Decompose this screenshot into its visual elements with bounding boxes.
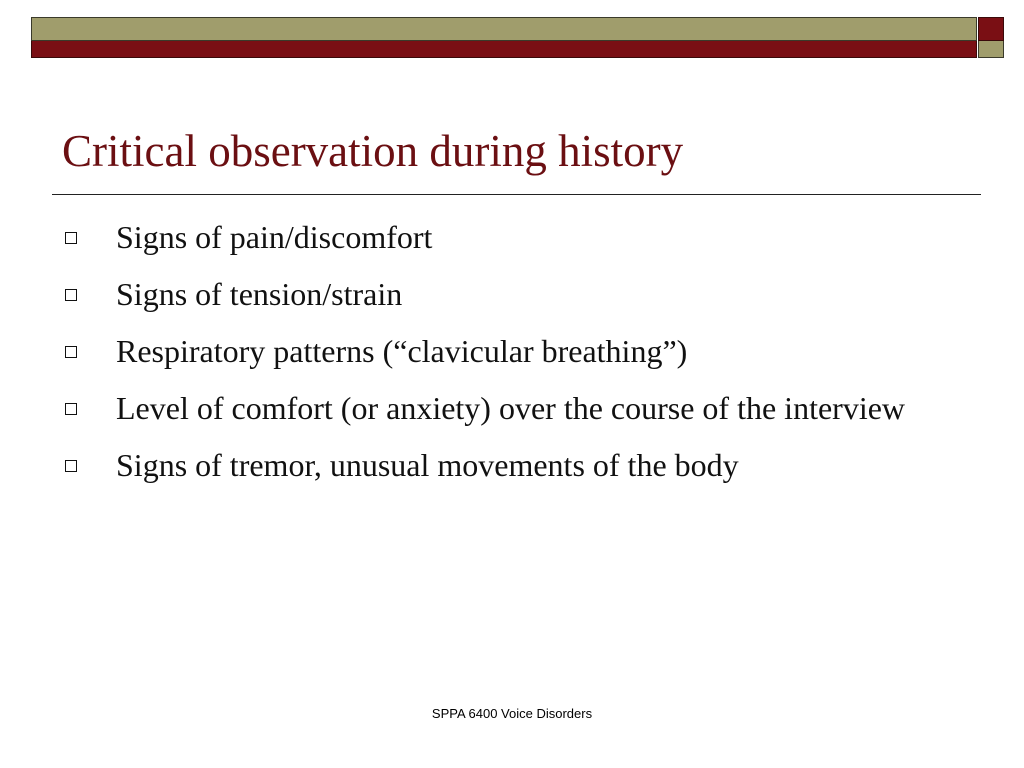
- bullet-text: Respiratory patterns (“clavicular breathing”): [116, 333, 688, 369]
- bullet-item: [64, 328, 964, 374]
- bullet-item: [64, 214, 964, 260]
- header-bar-olive: [31, 17, 977, 41]
- bullet-item: [64, 271, 964, 317]
- slide-title: Critical observation during history: [62, 126, 684, 176]
- hollow-square-bullet-icon: [65, 403, 77, 415]
- bullet-text: Level of comfort (or anxiety) over the course of the interview: [116, 390, 906, 426]
- slide-footer: SPPA 6400 Voice Disorders: [431, 706, 593, 721]
- hollow-square-bullet-icon: [65, 346, 77, 358]
- hollow-square-bullet-icon: [65, 232, 77, 244]
- bullet-item: [64, 442, 964, 488]
- bullet-text: Signs of tremor, unusual movements of the body: [116, 447, 739, 483]
- header-square-maroon: [978, 17, 1004, 41]
- bullet-item: [64, 385, 964, 431]
- header-square-olive: [978, 41, 1004, 58]
- bullet-text: Signs of tension/strain: [116, 276, 403, 312]
- hollow-square-bullet-icon: [65, 460, 77, 472]
- title-divider: [52, 194, 981, 195]
- header-bar-maroon: [31, 41, 977, 58]
- bullet-text: Signs of pain/discomfort: [116, 219, 433, 255]
- hollow-square-bullet-icon: [65, 289, 77, 301]
- bullet-list: [64, 214, 964, 499]
